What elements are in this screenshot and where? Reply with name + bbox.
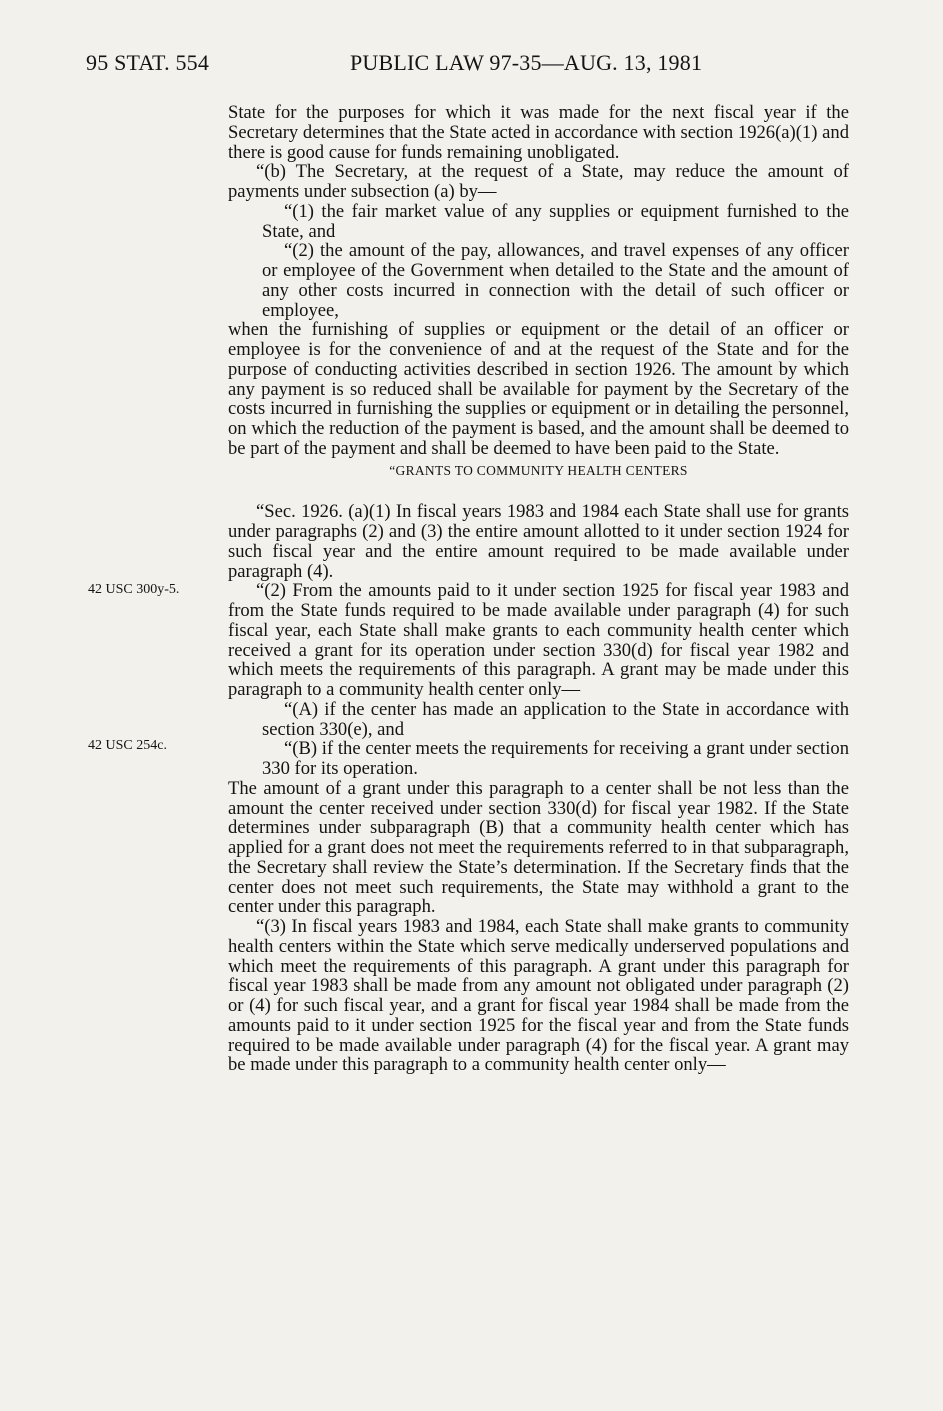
paragraph: “Sec. 1926. (a)(1) In fiscal years 1983 and 1984 each State shall use for grants under paragraphs (2) and (3) the entire amount allotted to it under section 1924 for such fiscal year and the entire amount required to be made available under paragraph (4).	[228, 501, 849, 582]
body-text	[228, 103, 849, 1075]
margin-citation: 42 USC 300y-5.	[88, 582, 180, 597]
stat-citation: 95 STAT. 554	[86, 50, 210, 75]
paragraph: “(2) the amount of the pay, allowances, and travel expenses of any officer or employee of the Government when detailed to the State and the amount of any other costs incurred in connection with the detail of such officer or employee,	[262, 240, 849, 321]
paragraph: when the furnishing of supplies or equipment or the detail of an officer or employee is for the convenience of and at the request of the State and for the purpose of conducting activities described in section 1926. The amount by which any payment is so reduced shall be available for payment by the Secretary of the costs incurred in furnishing the supplies or equipment or in detailing the personnel, on which the reduction of the payment is based, and the amount shall be deemed to be part of the payment and shall be deemed to have been paid to the State.	[228, 319, 849, 459]
section-heading: “GRANTS TO COMMUNITY HEALTH CENTERS	[389, 462, 688, 478]
running-header: PUBLIC LAW 97-35—AUG. 13, 1981	[350, 50, 703, 75]
paragraph: “(3) In fiscal years 1983 and 1984, each State shall make grants to community health centers within the State which serve medically underserved populations and which meet the requirements of this paragraph. A grant under this paragraph for fiscal year 1983 shall be made from any amount not obligated under paragraph (2) or (4) for such fiscal year, and a grant for fiscal year 1984 shall be made from the amounts paid to it under section 1925 for the fiscal year and from the State funds required to be made available under paragraph (4) for the fiscal year. A grant may be made under this paragraph to a community health center only—	[228, 916, 849, 1076]
paragraph: “(B) if the center meets the requirements for receiving a grant under section 330 for its operation.	[262, 738, 849, 779]
paragraph: The amount of a grant under this paragraph to a center shall be not less than the amount the center received under section 330(d) for fiscal year 1982. If the State determines under subparagraph (B) that a community health center which has applied for a grant does not meet the requirements referred to in that subparagraph, the Secretary shall review the State’s determination. If the Secretary finds that the center does not meet such requirements, the State may withhold a grant to the center under this paragraph.	[228, 777, 849, 918]
paragraph: “(2) From the amounts paid to it under section 1925 for fiscal year 1983 and from the State funds required to be made available under paragraph (4) for such fiscal year, each State shall make grants to each community health center which received a grant for its operation under section 330(d) for fiscal year 1982 and which meets the requirements of this paragraph. A grant may be made under this paragraph to a community health center only—	[228, 580, 849, 700]
paragraph: “(1) the fair market value of any supplies or equipment furnished to the State, and	[262, 200, 849, 242]
paragraph: State for the purposes for which it was made for the next fiscal year if the Secretary determines that the State acted in accordance with section 1926(a)(1) and there is good cause for funds remaining unobligated.	[228, 102, 849, 163]
margin-citation: 42 USC 254c.	[88, 738, 167, 753]
paragraph: “(b) The Secretary, at the request of a State, may reduce the amount of payments under subsection (a) by—	[228, 161, 849, 202]
paragraph: “(A) if the center has made an application to the State in accordance with section 330(e), and	[262, 698, 849, 740]
